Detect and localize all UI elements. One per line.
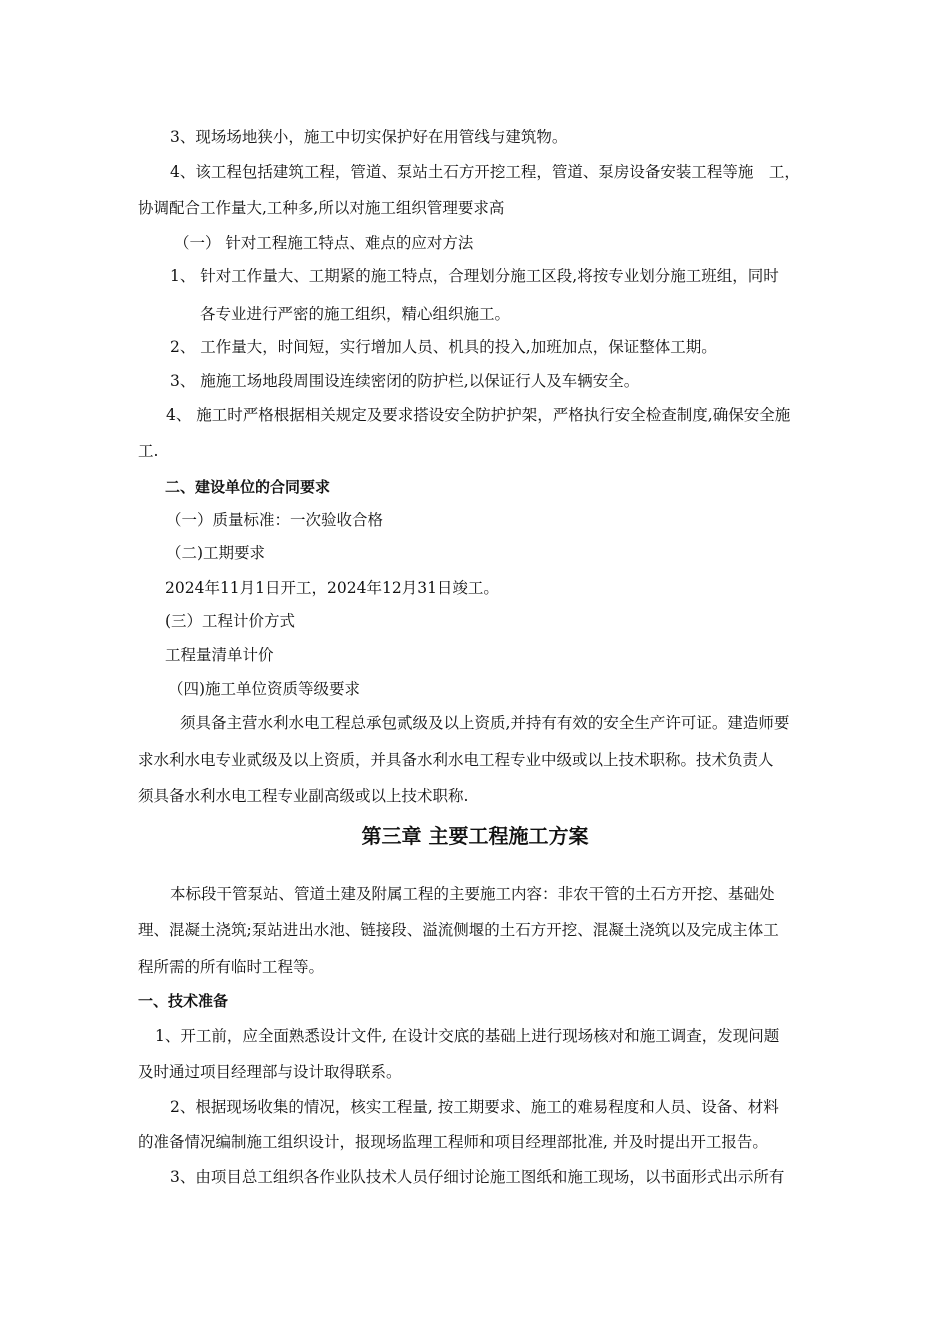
subsection-heading: （四)施工单位资质等级要求	[168, 680, 361, 698]
subsection-heading: （二)工期要求	[166, 544, 266, 562]
paragraph-line: 3、由项目总工组织各作业队技术人员仔细讨论施工图纸和施工现场，以书面形式出示所有	[170, 1168, 785, 1186]
paragraph-line: 须具备水利水电工程专业副高级或以上技术职称.	[138, 787, 469, 805]
paragraph-line: 协调配合工作量大,工种多,所以对施工组织管理要求高	[138, 199, 505, 217]
list-item: 4、 施工时严格根据相关规定及要求搭设安全防护护架，严格执行安全检查制度,确保安全施	[166, 406, 791, 424]
paragraph-line: 的准备情况编制施工组织设计，报现场监理工程师和项目经理部批准, 并及时提出开工报告。	[138, 1133, 768, 1151]
chapter-title: 第三章 主要工程施工方案	[361, 824, 589, 848]
section-heading: 二、建设单位的合同要求	[165, 478, 331, 496]
paragraph-line: 1、开工前，应全面熟悉设计文件, 在设计交底的基础上进行现场核对和施工调查，发现问题	[155, 1027, 780, 1045]
list-item: 3、 施施工场地段周围设连续密闭的防护栏,以保证行人及车辆安全。	[170, 372, 640, 390]
paragraph-line: 工程量清单计价	[165, 646, 274, 664]
list-item: 1、 针对工作量大、工期紧的施工特点，合理划分施工区段,将按专业划分施工班组，同时	[170, 267, 779, 285]
list-item-continuation: 各专业进行严密的施工组织，精心组织施工。	[200, 305, 511, 323]
subsection-heading: （一）质量标准：一次验收合格	[166, 511, 384, 529]
list-item-continuation: 工.	[138, 442, 159, 460]
section-heading: （一） 针对工程施工特点、难点的应对方法	[174, 234, 474, 252]
paragraph-line: 求水利水电专业贰级及以上资质，并具备水利水电工程专业中级或以上技术职称。技术负责人	[138, 751, 774, 769]
paragraph-line: 须具备主营水利水电工程总承包贰级及以上资质,并持有有效的安全生产许可证。建造师要	[180, 714, 790, 732]
paragraph-line: 理、混凝土浇筑;泵站进出水池、链接段、溢流侧堰的土石方开挖、混凝土浇筑以及完成主体工	[138, 921, 779, 939]
section-heading: 一、技术准备	[138, 992, 229, 1010]
paragraph-line: 本标段干管泵站、管道土建及附属工程的主要施工内容：非农干管的土石方开挖、基础处	[170, 885, 775, 903]
paragraph-line: 3、现场场地狭小，施工中切实保护好在用管线与建筑物。	[170, 128, 568, 146]
paragraph-line: 及时通过项目经理部与设计取得联系。	[138, 1063, 402, 1081]
paragraph-line: 2024年11月1日开工，2024年12月31日竣工。	[165, 579, 499, 597]
list-item: 2、 工作量大，时间短，实行增加人员、机具的投入,加班加点，保证整体工期。	[170, 338, 717, 356]
paragraph-line: 程所需的所有临时工程等。	[138, 958, 325, 976]
subsection-heading: (三）工程计价方式	[165, 612, 296, 630]
paragraph-line: 4、该工程包括建筑工程，管道、泵站土石方开挖工程，管道、泵房设备安装工程等施 工，	[170, 163, 800, 181]
paragraph-line: 2、根据现场收集的情况，核实工程量, 按工期要求、施工的难易程度和人员、设备、材料	[170, 1098, 779, 1116]
